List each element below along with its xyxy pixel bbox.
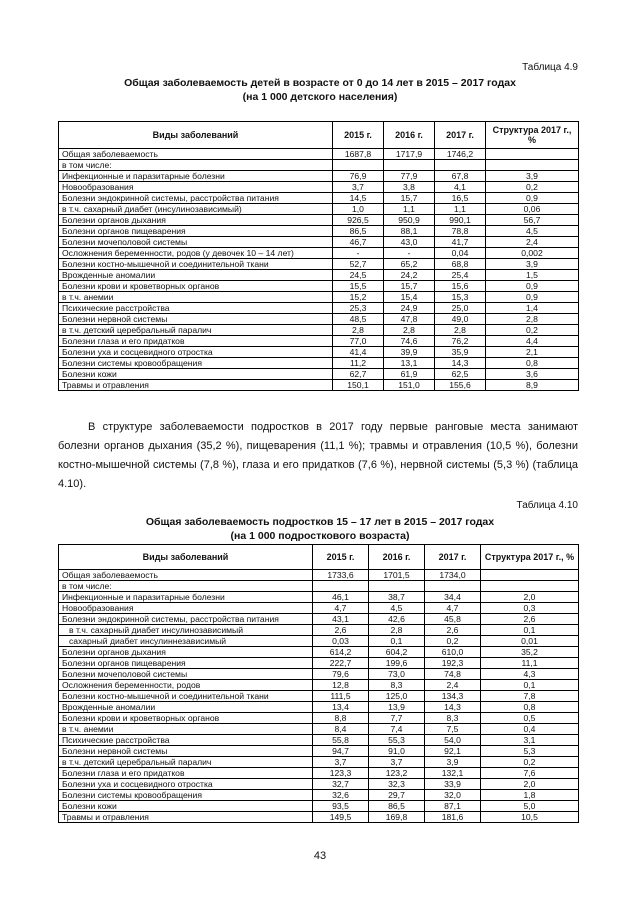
- table-cell: 78,8: [435, 226, 486, 237]
- row-label: Врожденные аномалии: [59, 270, 333, 281]
- table-cell: 7,6: [481, 768, 579, 779]
- table-cell: 0,9: [486, 281, 579, 292]
- table-cell: 48,5: [333, 314, 384, 325]
- table-cell: 86,5: [369, 801, 425, 812]
- table-cell: 0,2: [486, 325, 579, 336]
- table-cell: 52,7: [333, 259, 384, 270]
- table-row: [59, 669, 579, 680]
- row-label: Болезни органов дыхания: [59, 647, 313, 658]
- table-row: [59, 636, 579, 647]
- table-row: [59, 281, 579, 292]
- table-cell: 4,7: [313, 603, 369, 614]
- table-cell: 77,9: [384, 171, 435, 182]
- table-row: [59, 270, 579, 281]
- table-cell: 15,6: [435, 281, 486, 292]
- table2-header-0: Виды заболеваний: [59, 545, 313, 570]
- table-cell: 2,6: [425, 625, 481, 636]
- table-row: [59, 182, 579, 193]
- table-cell: 15,7: [384, 281, 435, 292]
- row-label: Болезни крови и кроветворных органов: [59, 281, 333, 292]
- table-row: [59, 735, 579, 746]
- table-cell: 4,4: [486, 336, 579, 347]
- row-label: Болезни глаза и его придатков: [59, 768, 313, 779]
- table-cell: 1717,9: [384, 149, 435, 160]
- table-cell: [369, 581, 425, 592]
- table1-header-2: 2016 г.: [384, 122, 435, 149]
- table-row: [59, 325, 579, 336]
- table-cell: 0,01: [481, 636, 579, 647]
- table-cell: 46,7: [333, 237, 384, 248]
- table-cell: 86,5: [333, 226, 384, 237]
- table-row: [59, 358, 579, 369]
- table-row: [59, 790, 579, 801]
- row-label: Врожденные аномалии: [59, 702, 313, 713]
- table-row: [59, 237, 579, 248]
- row-label: Болезни уха и сосцевидного отростка: [59, 347, 333, 358]
- row-label: в том числе:: [59, 160, 333, 171]
- table-cell: 3,6: [486, 369, 579, 380]
- table-cell: 41,4: [333, 347, 384, 358]
- table-row: [59, 292, 579, 303]
- table-cell: 2,0: [481, 779, 579, 790]
- table-cell: 150,1: [333, 380, 384, 391]
- row-label: Болезни крови и кроветворных органов: [59, 713, 313, 724]
- table-cell: [384, 160, 435, 171]
- table-cell: 1,1: [384, 204, 435, 215]
- table-row: [59, 592, 579, 603]
- table-cell: 15,3: [435, 292, 486, 303]
- table-cell: 77,0: [333, 336, 384, 347]
- table-cell: 0,1: [369, 636, 425, 647]
- table-row: [59, 149, 579, 160]
- table-row: [59, 171, 579, 182]
- table-row: [59, 625, 579, 636]
- table-cell: 3,8: [384, 182, 435, 193]
- row-label: Травмы и отравления: [59, 812, 313, 823]
- table-cell: 25,3: [333, 303, 384, 314]
- table2-label: Таблица 4.10: [516, 500, 578, 511]
- table-cell: -: [384, 248, 435, 259]
- table2-header-3: 2017 г.: [425, 545, 481, 570]
- table-cell: 1,0: [333, 204, 384, 215]
- table-cell: 610,0: [425, 647, 481, 658]
- table-cell: 42,6: [369, 614, 425, 625]
- row-label: Инфекционные и паразитарные болезни: [59, 171, 333, 182]
- table-row: [59, 746, 579, 757]
- table-row: [59, 380, 579, 391]
- table-cell: [486, 160, 579, 171]
- table-cell: 4,3: [481, 669, 579, 680]
- table-cell: 0,04: [435, 248, 486, 259]
- table-cell: 0,1: [481, 625, 579, 636]
- table-cell: 125,0: [369, 691, 425, 702]
- table-cell: 0,9: [486, 193, 579, 204]
- row-label: в т.ч. детский церебральный паралич: [59, 757, 313, 768]
- table-cell: 74,6: [384, 336, 435, 347]
- table-cell: 2,8: [369, 625, 425, 636]
- table-row: [59, 801, 579, 812]
- row-label: Осложнения беременности, родов (у девочек 10 – 14 лет): [59, 248, 333, 259]
- table-cell: 5,0: [481, 801, 579, 812]
- table-cell: 4,5: [486, 226, 579, 237]
- table-cell: 2,4: [425, 680, 481, 691]
- table-row: [59, 658, 579, 669]
- table-cell: 32,3: [369, 779, 425, 790]
- table-cell: 192,3: [425, 658, 481, 669]
- row-label: Болезни системы кровообращения: [59, 358, 333, 369]
- table-cell: 24,2: [384, 270, 435, 281]
- table-cell: 169,8: [369, 812, 425, 823]
- table-row: [59, 336, 579, 347]
- table-row: [59, 204, 579, 215]
- row-label: Болезни органов пищеварения: [59, 226, 333, 237]
- row-label: сахарный диабет инсулиннезависимый: [59, 636, 313, 647]
- table-row: [59, 259, 579, 270]
- table-cell: 93,5: [313, 801, 369, 812]
- table-cell: 10,5: [481, 812, 579, 823]
- table-cell: 25,0: [435, 303, 486, 314]
- table-cell: 2,0: [481, 592, 579, 603]
- table-cell: 1,1: [435, 204, 486, 215]
- row-label: Новообразования: [59, 603, 313, 614]
- table-cell: 68,8: [435, 259, 486, 270]
- table-cell: 15,2: [333, 292, 384, 303]
- table-cell: 43,1: [313, 614, 369, 625]
- table-cell: 2,8: [333, 325, 384, 336]
- table-cell: 62,7: [333, 369, 384, 380]
- table-row: [59, 248, 579, 259]
- table-cell: 4,5: [369, 603, 425, 614]
- table-cell: 8,3: [425, 713, 481, 724]
- table-row: [59, 680, 579, 691]
- table-cell: 1,8: [481, 790, 579, 801]
- table-cell: 2,8: [384, 325, 435, 336]
- table2-header-4: Структура 2017 г., %: [481, 545, 579, 570]
- table-cell: [425, 581, 481, 592]
- table-cell: 990,1: [435, 215, 486, 226]
- table-cell: 2,4: [486, 237, 579, 248]
- table-cell: 79,6: [313, 669, 369, 680]
- table-cell: 123,3: [313, 768, 369, 779]
- table-cell: 111,5: [313, 691, 369, 702]
- table-cell: 12,8: [313, 680, 369, 691]
- row-label: Болезни органов дыхания: [59, 215, 333, 226]
- table-cell: 7,5: [425, 724, 481, 735]
- table1-title-line2: (на 1 000 детского населения): [242, 91, 398, 103]
- table-cell: 3,1: [481, 735, 579, 746]
- table2: [58, 544, 579, 823]
- table-cell: 1746,2: [435, 149, 486, 160]
- table-row: [59, 581, 579, 592]
- row-label: Болезни костно-мышечной и соединительной ткани: [59, 259, 333, 270]
- table-cell: 1,4: [486, 303, 579, 314]
- table-row: [59, 724, 579, 735]
- table-cell: 55,3: [369, 735, 425, 746]
- table1-header-3: 2017 г.: [435, 122, 486, 149]
- row-label: Болезни уха и сосцевидного отростка: [59, 779, 313, 790]
- table-cell: 54,0: [425, 735, 481, 746]
- row-label: в т.ч. анемии: [59, 724, 313, 735]
- table-cell: 13,1: [384, 358, 435, 369]
- table-cell: 132,1: [425, 768, 481, 779]
- table-cell: 926,5: [333, 215, 384, 226]
- table1-header-0: Виды заболеваний: [59, 122, 333, 149]
- table-cell: 0,06: [486, 204, 579, 215]
- table-cell: 92,1: [425, 746, 481, 757]
- table-row: [59, 347, 579, 358]
- row-label: Общая заболеваемость: [59, 149, 333, 160]
- table-cell: 35,2: [481, 647, 579, 658]
- table-cell: 3,9: [486, 259, 579, 270]
- table2-header-1: 2015 г.: [313, 545, 369, 570]
- table-cell: 0,1: [481, 680, 579, 691]
- row-label: в т.ч. сахарный диабет (инсулинозависимый): [59, 204, 333, 215]
- table-cell: 76,9: [333, 171, 384, 182]
- table-row: [59, 713, 579, 724]
- table-cell: 49,0: [435, 314, 486, 325]
- table-cell: 8,4: [313, 724, 369, 735]
- table-cell: 7,7: [369, 713, 425, 724]
- table-cell: 55,8: [313, 735, 369, 746]
- table-cell: 0,8: [481, 702, 579, 713]
- table-row: [59, 768, 579, 779]
- table-cell: -: [333, 248, 384, 259]
- row-label: Болезни глаза и его придатков: [59, 336, 333, 347]
- table-cell: 1687,8: [333, 149, 384, 160]
- table-cell: 32,7: [313, 779, 369, 790]
- table-row: [59, 647, 579, 658]
- table-cell: 134,3: [425, 691, 481, 702]
- table-cell: 8,9: [486, 380, 579, 391]
- table-cell: 950,9: [384, 215, 435, 226]
- table-cell: 43,0: [384, 237, 435, 248]
- row-label: Болезни мочеполовой системы: [59, 669, 313, 680]
- table-row: [59, 369, 579, 380]
- table-cell: 7,8: [481, 691, 579, 702]
- table-cell: 222,7: [313, 658, 369, 669]
- table-cell: [481, 581, 579, 592]
- table-row: [59, 193, 579, 204]
- table-cell: 1734,0: [425, 570, 481, 581]
- table1-header-1: 2015 г.: [333, 122, 384, 149]
- table-cell: 3,7: [313, 757, 369, 768]
- row-label: Общая заболеваемость: [59, 570, 313, 581]
- table-cell: 0,2: [481, 757, 579, 768]
- table-cell: 123,2: [369, 768, 425, 779]
- table-cell: 74,8: [425, 669, 481, 680]
- table-cell: 56,7: [486, 215, 579, 226]
- table-cell: 3,9: [486, 171, 579, 182]
- table-cell: [313, 581, 369, 592]
- table-cell: 0,8: [486, 358, 579, 369]
- table-cell: 1,5: [486, 270, 579, 281]
- table-cell: 41,7: [435, 237, 486, 248]
- row-label: Болезни системы кровообращения: [59, 790, 313, 801]
- table-cell: 614,2: [313, 647, 369, 658]
- table-cell: 2,1: [486, 347, 579, 358]
- table-cell: 15,5: [333, 281, 384, 292]
- table-cell: 0,9: [486, 292, 579, 303]
- table-cell: 0,4: [481, 724, 579, 735]
- table-cell: 2,8: [486, 314, 579, 325]
- table-cell: 91,0: [369, 746, 425, 757]
- table-cell: 25,4: [435, 270, 486, 281]
- table-cell: 7,4: [369, 724, 425, 735]
- table2-title-line1: Общая заболеваемость подростков 15 – 17 лет в 2015 – 2017 годах: [145, 516, 495, 528]
- table-cell: 34,4: [425, 592, 481, 603]
- table-cell: [486, 149, 579, 160]
- table-cell: 3,7: [333, 182, 384, 193]
- table-cell: 13,9: [369, 702, 425, 713]
- table-row: [59, 160, 579, 171]
- table-cell: 0,5: [481, 713, 579, 724]
- table-row: [59, 691, 579, 702]
- table-row: [59, 226, 579, 237]
- table-cell: 4,7: [425, 603, 481, 614]
- table-cell: 5,3: [481, 746, 579, 757]
- row-label: Болезни органов пищеварения: [59, 658, 313, 669]
- table2-header-row: [59, 545, 579, 570]
- table-cell: 3,9: [425, 757, 481, 768]
- row-label: Новообразования: [59, 182, 333, 193]
- table-cell: 61,9: [384, 369, 435, 380]
- table2-title: [40, 515, 600, 543]
- table1-header-row: [59, 122, 579, 149]
- table-cell: 24,9: [384, 303, 435, 314]
- table-cell: 33,9: [425, 779, 481, 790]
- table-cell: 76,2: [435, 336, 486, 347]
- table-row: [59, 614, 579, 625]
- table-cell: 13,4: [313, 702, 369, 713]
- table-cell: 73,0: [369, 669, 425, 680]
- table-cell: 1701,5: [369, 570, 425, 581]
- body-paragraph: В структуре заболеваемости подростков в 2017 году первые ранговые места занимают болезни органов дыхания (35,2 %), пищеварения (11,1 %); травмы и отравления (10,5 %), болезни костно-мышечной системы (7,8 %), глаза и его придатков (7,6 %), нервной системы (5,3 %) (таблица 4.10).: [58, 421, 578, 490]
- table-row: [59, 570, 579, 581]
- table1-title-line1: Общая заболеваемость детей в возрасте от 0 до 14 лет в 2015 – 2017 годах: [124, 77, 516, 89]
- table-cell: 4,1: [435, 182, 486, 193]
- row-label: Психические расстройства: [59, 735, 313, 746]
- table-cell: 15,4: [384, 292, 435, 303]
- table-cell: 14,5: [333, 193, 384, 204]
- row-label: Травмы и отравления: [59, 380, 333, 391]
- row-label: в том числе:: [59, 581, 313, 592]
- table1-title: [40, 76, 600, 104]
- table-cell: 87,1: [425, 801, 481, 812]
- table-row: [59, 603, 579, 614]
- table-cell: 2,6: [481, 614, 579, 625]
- row-label: Болезни мочеполовой системы: [59, 237, 333, 248]
- row-label: Болезни костно-мышечной и соединительной ткани: [59, 691, 313, 702]
- table2-header-2: 2016 г.: [369, 545, 425, 570]
- table1: [58, 121, 579, 391]
- row-label: Осложнения беременности, родов: [59, 680, 313, 691]
- row-label: Болезни нервной системы: [59, 746, 313, 757]
- table-cell: 24,5: [333, 270, 384, 281]
- row-label: Психические расстройства: [59, 303, 333, 314]
- table-row: [59, 303, 579, 314]
- table-cell: 181,6: [425, 812, 481, 823]
- row-label: Инфекционные и паразитарные болезни: [59, 592, 313, 603]
- table-cell: 8,8: [313, 713, 369, 724]
- table-cell: 11,1: [481, 658, 579, 669]
- row-label: Болезни кожи: [59, 369, 333, 380]
- table-cell: 45,8: [425, 614, 481, 625]
- table-cell: 0,03: [313, 636, 369, 647]
- table-row: [59, 314, 579, 325]
- page-number: 43: [313, 850, 327, 862]
- table-cell: 151,0: [384, 380, 435, 391]
- table-cell: 16,5: [435, 193, 486, 204]
- table-cell: 2,6: [313, 625, 369, 636]
- table-cell: 1733,6: [313, 570, 369, 581]
- table1-label: Таблица 4.9: [522, 62, 578, 73]
- row-label: Болезни кожи: [59, 801, 313, 812]
- table-row: [59, 757, 579, 768]
- table-cell: 35,9: [435, 347, 486, 358]
- row-label: Болезни эндокринной системы, расстройства питания: [59, 614, 313, 625]
- table-cell: 0,002: [486, 248, 579, 259]
- table-cell: 149,5: [313, 812, 369, 823]
- table-cell: 0,3: [481, 603, 579, 614]
- table-cell: [435, 160, 486, 171]
- table-cell: 14,3: [435, 358, 486, 369]
- table-cell: 15,7: [384, 193, 435, 204]
- table-cell: 199,6: [369, 658, 425, 669]
- table-cell: 88,1: [384, 226, 435, 237]
- table-cell: 94,7: [313, 746, 369, 757]
- table-cell: 604,2: [369, 647, 425, 658]
- table-row: [59, 215, 579, 226]
- table-row: [59, 779, 579, 790]
- table-row: [59, 812, 579, 823]
- row-label: в т.ч. анемии: [59, 292, 333, 303]
- table-cell: 14,3: [425, 702, 481, 713]
- table2-title-line2: (на 1 000 подросткового возраста): [230, 530, 410, 542]
- row-label: в т.ч. детский церебральный паралич: [59, 325, 333, 336]
- table-cell: [333, 160, 384, 171]
- row-label: Болезни эндокринной системы, расстройства питания: [59, 193, 333, 204]
- table-cell: 155,6: [435, 380, 486, 391]
- table-row: [59, 702, 579, 713]
- table-cell: 65,2: [384, 259, 435, 270]
- row-label: в т.ч. сахарный диабет инсулинозависимый: [59, 625, 313, 636]
- table-cell: 29,7: [369, 790, 425, 801]
- table-cell: 47,8: [384, 314, 435, 325]
- table-cell: 8,3: [369, 680, 425, 691]
- table-cell: 62,5: [435, 369, 486, 380]
- table-cell: 46,1: [313, 592, 369, 603]
- table-cell: 38,7: [369, 592, 425, 603]
- table-cell: 0,2: [486, 182, 579, 193]
- table-cell: 2,8: [435, 325, 486, 336]
- table1-header-4: Структура 2017 г., %: [486, 122, 579, 149]
- table-cell: 67,8: [435, 171, 486, 182]
- table-cell: 0,2: [425, 636, 481, 647]
- table-cell: 32,6: [313, 790, 369, 801]
- table-cell: 11,2: [333, 358, 384, 369]
- table-cell: 39,9: [384, 347, 435, 358]
- table-cell: 3,7: [369, 757, 425, 768]
- row-label: Болезни нервной системы: [59, 314, 333, 325]
- table-cell: [481, 570, 579, 581]
- table-cell: 32,0: [425, 790, 481, 801]
